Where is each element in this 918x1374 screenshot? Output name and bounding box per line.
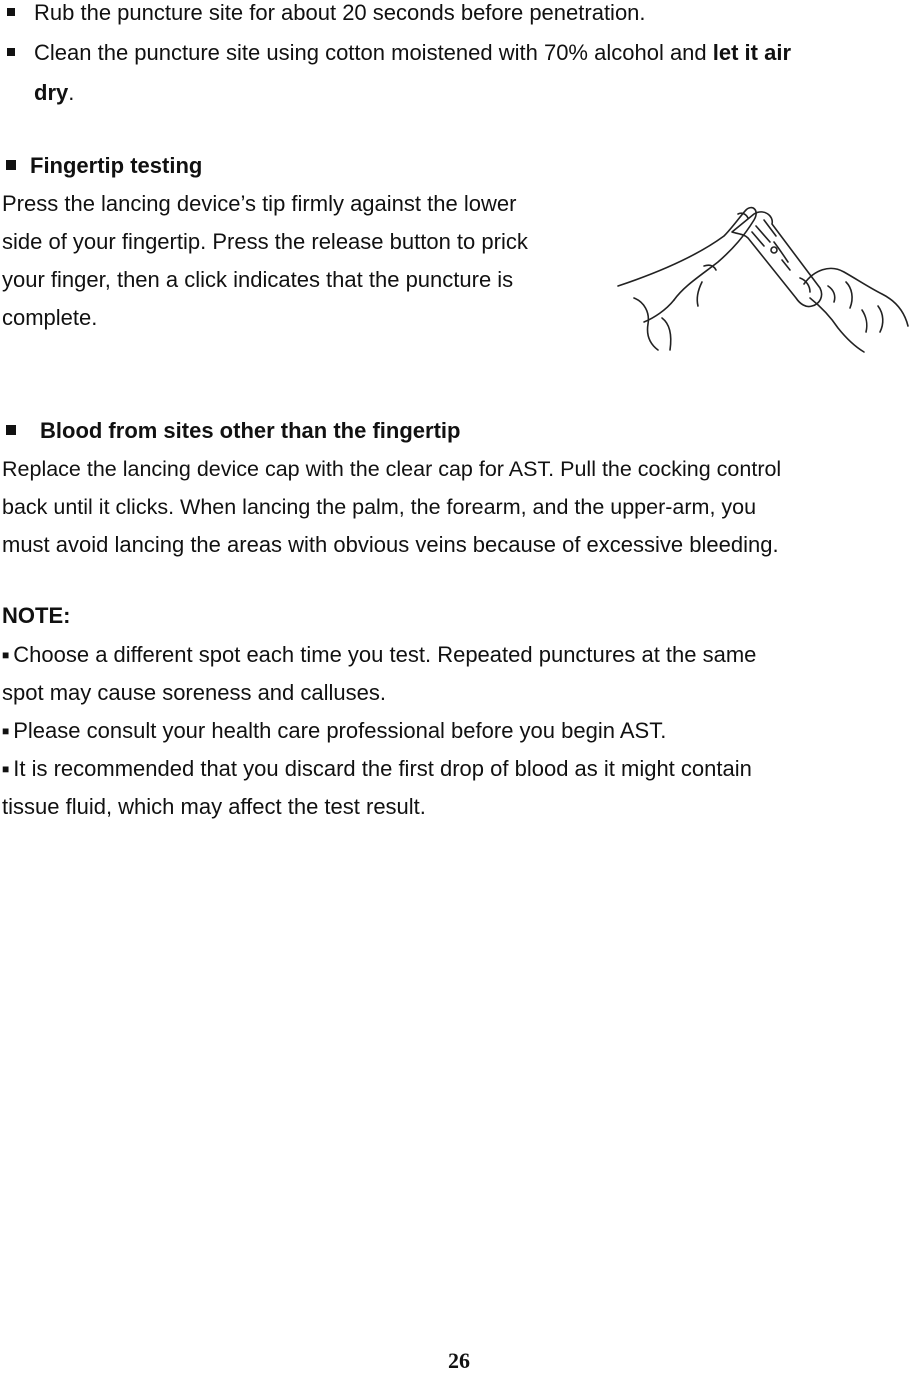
note-item-1-line-2: spot may cause soreness and calluses. <box>2 680 386 705</box>
bullet-text-rub: Rub the puncture site for about 20 seconds before penetration. <box>34 0 646 25</box>
heading-ast: Blood from sites other than the fingertip <box>40 418 461 443</box>
bullet-text-dry-bold: dry <box>34 80 69 105</box>
fingertip-line-3: your finger, then a click indicates that the puncture is <box>2 267 514 292</box>
bullet-text-clean <box>34 40 791 66</box>
bullet-text-clean-part: Clean the puncture site using cotton moistened with 70% alcohol and <box>34 40 713 65</box>
heading-fingertip-testing: Fingertip testing <box>30 153 203 178</box>
note-item-text: It is recommended that you discard the first drop of blood as it might contain <box>13 756 752 781</box>
heading-square-icon <box>6 160 16 170</box>
bullet-text-dry-post: . <box>68 80 75 105</box>
ast-line-2: back until it clicks. When lancing the palm, the forearm, and the upper-arm, you <box>2 495 757 519</box>
note-item-2-line-1 <box>2 718 666 744</box>
note-item-3-line-2: tissue fluid, which may affect the test result. <box>2 794 426 819</box>
note-item-1-line-1 <box>2 642 756 668</box>
note-heading: NOTE: <box>2 603 71 628</box>
small-square-bullet-icon: ■ <box>2 724 10 738</box>
heading-square-icon <box>6 425 16 435</box>
ast-line-3: must avoid lancing the areas with obvious veins because of excessive bleeding. <box>2 532 779 557</box>
small-square-bullet-icon: ■ <box>2 762 10 776</box>
fingertip-line-2: side of your fingertip. Press the release button to prick <box>2 229 528 254</box>
bullet-text-clean-bold: let it air <box>712 40 792 65</box>
ast-line-1: Replace the lancing device cap with the clear cap for AST. Pull the cocking control <box>2 457 782 481</box>
note-item-text: Please consult your health care professional before you begin AST. <box>13 718 667 743</box>
small-square-bullet-icon: ■ <box>2 648 10 662</box>
bullet-square-icon <box>7 8 15 16</box>
fingertip-line-1: Press the lancing device’s tip firmly against the lower <box>2 191 517 216</box>
note-item-3-line-1 <box>2 756 752 782</box>
hand-lancing-device-illustration <box>614 190 910 355</box>
bullet-text-clean-cont <box>34 80 74 106</box>
bullet-square-icon <box>7 48 15 56</box>
page-number: 26 <box>448 1348 470 1373</box>
fingertip-line-4: complete. <box>2 305 98 330</box>
note-item-text: Choose a different spot each time you test. Repeated punctures at the same <box>13 642 757 667</box>
